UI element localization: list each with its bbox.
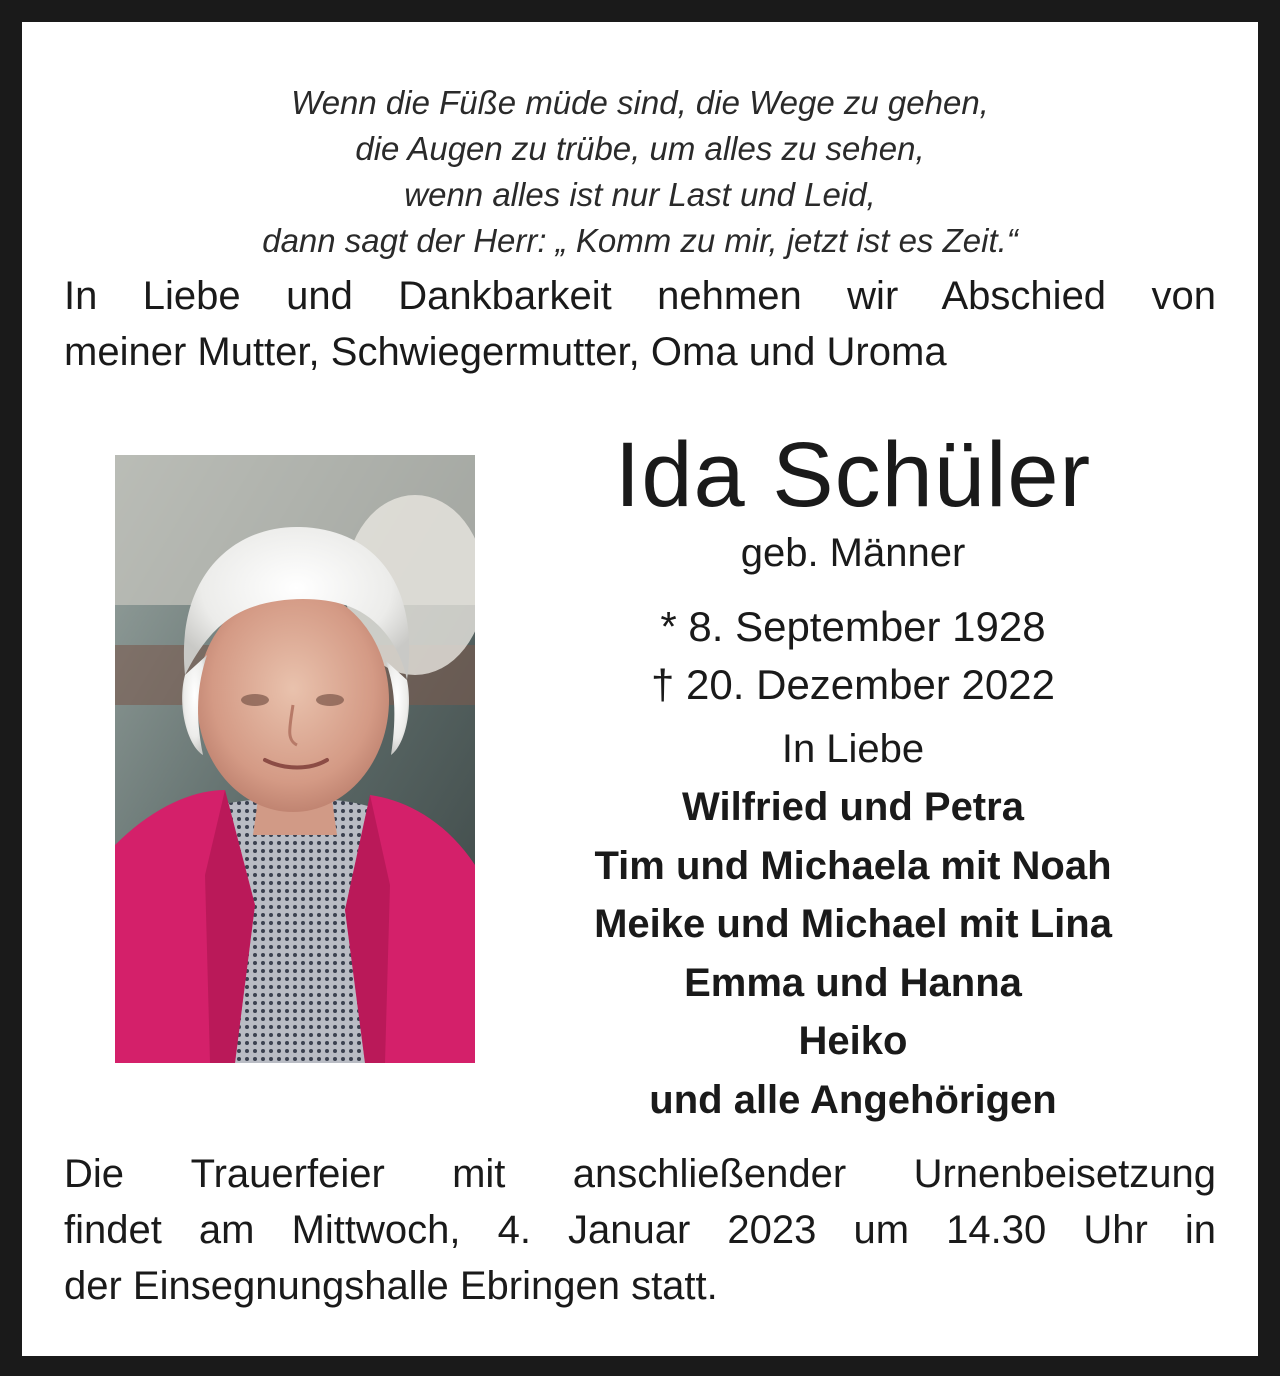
funeral-line: findet am Mittwoch, 4. Januar 2023 um 14.30 Uhr in xyxy=(64,1208,1216,1252)
poem-line: Wenn die Füße müde sind, die Wege zu gehen, xyxy=(291,84,989,121)
deceased-info xyxy=(492,420,1214,1129)
mourner-line: Tim und Michaela mit Noah xyxy=(594,843,1112,888)
portrait-photo xyxy=(115,455,475,1063)
poem-line: dann sagt der Herr: „ Komm zu mir, jetzt ist es Zeit.“ xyxy=(262,222,1018,259)
death-date: † 20. Dezember 2022 xyxy=(651,661,1055,708)
funeral-line: Die Trauerfeier mit anschließender Urnenbeisetzung xyxy=(64,1152,1216,1196)
mourners-list xyxy=(492,778,1214,1129)
intro-line: In Liebe und Dankbarkeit nehmen wir Abschied von xyxy=(64,274,1216,318)
obituary-card xyxy=(22,22,1258,1356)
mourners-heading: In Liebe xyxy=(781,727,925,771)
poem xyxy=(22,80,1258,264)
poem-line: die Augen zu trübe, um alles zu sehen, xyxy=(355,130,925,167)
mourner-line: und alle Angehörigen xyxy=(649,1077,1057,1122)
poem-line: wenn alles ist nur Last und Leid, xyxy=(404,176,876,213)
deceased-name: Ida Schüler xyxy=(614,424,1092,526)
birth-date: * 8. September 1928 xyxy=(660,603,1046,650)
mourner-line: Meike und Michael mit Lina xyxy=(594,902,1112,946)
life-dates xyxy=(492,598,1214,714)
funeral-notice xyxy=(64,1146,1216,1314)
funeral-line: der Einsegnungshalle Ebringen statt. xyxy=(64,1264,718,1308)
mourner-line: Wilfried und Petra xyxy=(682,785,1024,829)
mourner-line: Heiko xyxy=(798,1019,908,1063)
intro-text xyxy=(64,268,1216,380)
intro-line: meiner Mutter, Schwiegermutter, Oma und Uroma xyxy=(64,330,947,374)
mourner-line: Emma und Hanna xyxy=(684,960,1022,1005)
birth-name: geb. Männer xyxy=(740,531,966,575)
